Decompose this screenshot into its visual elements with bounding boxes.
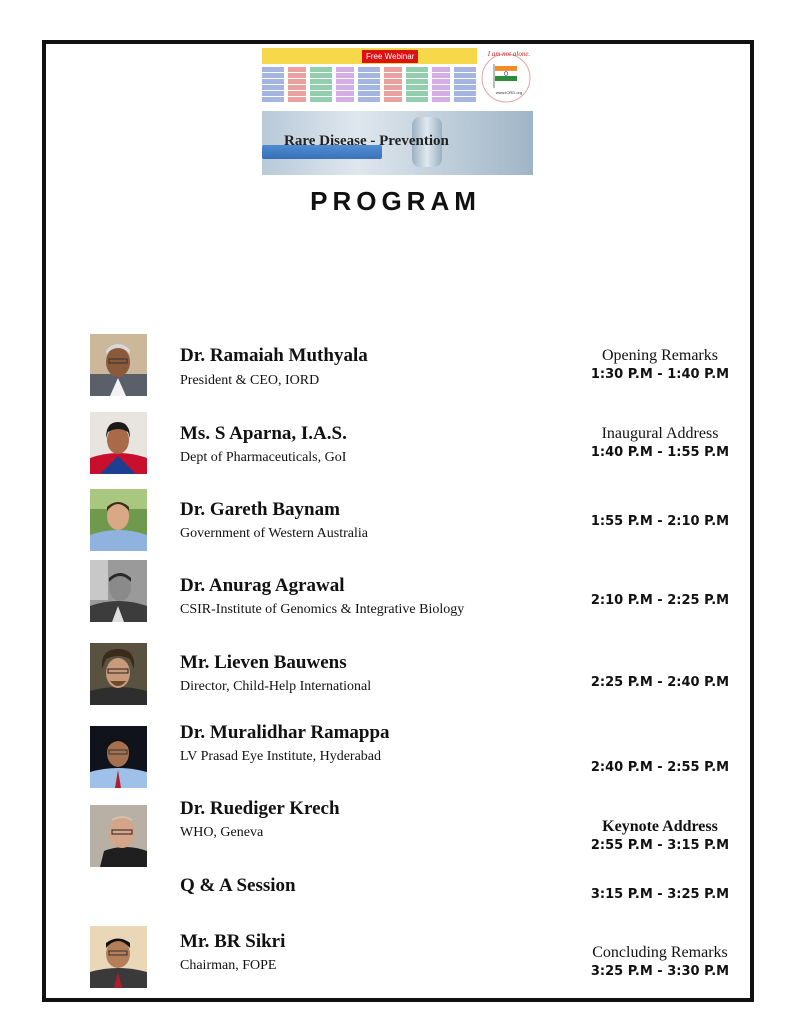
speaker-name-6: Dr. Muralidhar Ramappa xyxy=(180,722,390,743)
speaker-name-4: Dr. Anurag Agrawal xyxy=(180,575,345,596)
speaker-affiliation-9: Chairman, FOPE xyxy=(180,958,277,973)
speaker-affiliation-2: Dept of Pharmaceuticals, GoI xyxy=(180,450,347,465)
session-time-9: 3:25 P.M - 3:30 P.M xyxy=(590,964,730,979)
logo-url: www.iORD.org xyxy=(495,90,523,95)
syringe-vial-photo xyxy=(262,111,533,175)
session-role-9: Concluding Remarks xyxy=(592,944,728,961)
speaker-name-2: Ms. S Aparna, I.A.S. xyxy=(180,423,347,444)
session-role-1: Opening Remarks xyxy=(602,347,718,364)
speaker-photo-7 xyxy=(90,805,147,867)
banner-title: Rare Disease - Prevention xyxy=(284,133,449,149)
speaker-name-9: Mr. BR Sikri xyxy=(180,931,286,952)
speaker-photo-6 xyxy=(90,726,147,788)
session-time-1: 1:30 P.M - 1:40 P.M xyxy=(590,367,730,382)
speaker-photo-2 xyxy=(90,412,147,474)
speaker-name-5: Mr. Lieven Bauwens xyxy=(180,652,347,673)
session-time-6: 2:40 P.M - 2:55 P.M xyxy=(590,760,730,775)
webinar-banner xyxy=(262,48,533,175)
session-role-2: Inaugural Address xyxy=(601,425,719,442)
qa-session-title: Q & A Session xyxy=(180,875,296,896)
session-time-5: 2:25 P.M - 2:40 P.M xyxy=(590,675,730,690)
speaker-photo-5 xyxy=(90,643,147,705)
speaker-photo-4 xyxy=(90,560,147,622)
session-role-7: Keynote Address xyxy=(602,818,718,835)
speaker-photo-3 xyxy=(90,489,147,551)
speaker-affiliation-3: Government of Western Australia xyxy=(180,526,368,541)
session-time-3: 1:55 P.M - 2:10 P.M xyxy=(590,514,730,529)
free-webinar-badge: Free Webinar xyxy=(362,50,418,63)
speaker-affiliation-6: LV Prasad Eye Institute, Hyderabad xyxy=(180,749,382,764)
speaker-name-7: Dr. Ruediger Krech xyxy=(180,798,340,819)
speaker-affiliation-7: WHO, Geneva xyxy=(180,825,264,840)
speaker-affiliation-5: Director, Child-Help International xyxy=(180,679,372,694)
speaker-affiliation-4: CSIR-Institute of Genomics & Integrative Biology xyxy=(180,602,465,617)
session-time-7: 2:55 P.M - 3:15 P.M xyxy=(590,838,730,853)
speaker-name-3: Dr. Gareth Baynam xyxy=(180,499,340,520)
speaker-photo-1 xyxy=(90,334,147,396)
session-time-8: 3:15 P.M - 3:25 P.M xyxy=(590,887,730,902)
session-time-4: 2:10 P.M - 2:25 P.M xyxy=(590,593,730,608)
logo-tagline: I am not alone. xyxy=(487,50,531,58)
rare-disease-word-cloud xyxy=(262,66,477,110)
speaker-name-1: Dr. Ramaiah Muthyala xyxy=(180,345,368,366)
session-time-2: 1:40 P.M - 1:55 P.M xyxy=(590,445,730,460)
speaker-photo-9 xyxy=(90,926,147,988)
speaker-affiliation-1: President & CEO, IORD xyxy=(180,373,320,388)
page-title: PROGRAM xyxy=(310,186,481,216)
